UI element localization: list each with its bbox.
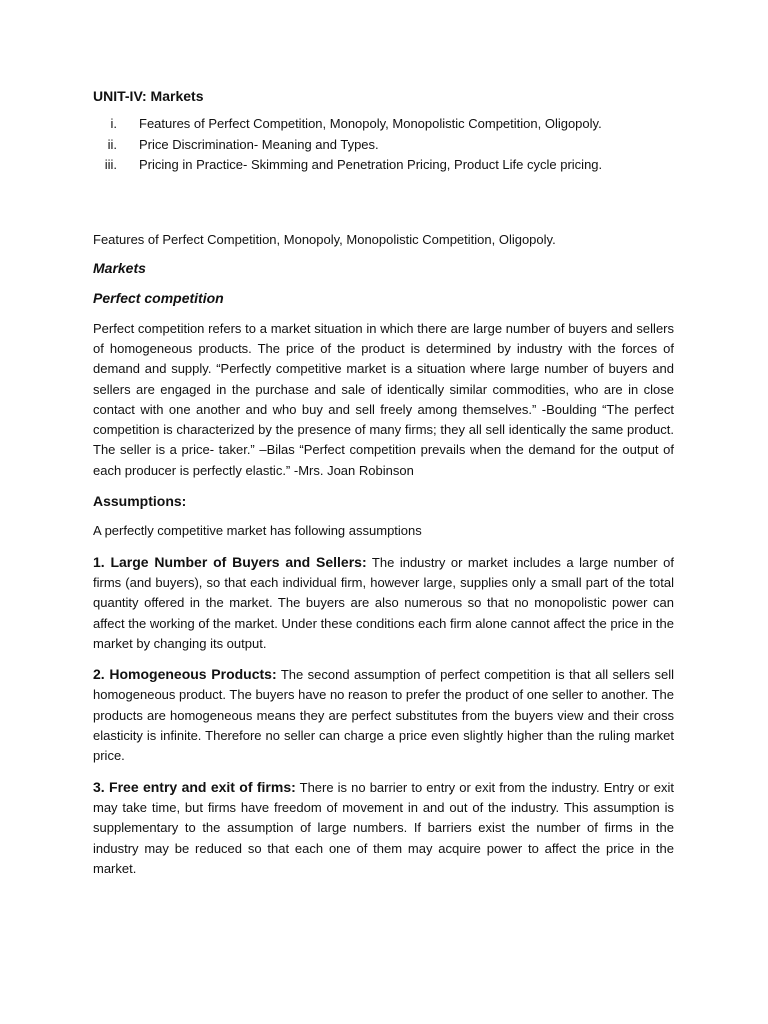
assumption-text: There is no barrier to entry or exit from the industry. Entry or exit may take time, but firms have freedom of movement in and out of the industry. This assumption is supplementary to the assumption of large numbers. If barriers exist the number of firms in the industry may be reduced so that each one of them may acquire power to affect the price in the market. <box>93 779 674 876</box>
topic-item <box>93 114 674 135</box>
assumption-paragraph <box>93 777 674 879</box>
topic-text: Pricing in Practice- Skimming and Penetration Pricing, Product Life cycle pricing. <box>139 157 603 173</box>
assumption-lead: 2. Homogeneous Products: <box>93 666 277 683</box>
assumption-paragraph <box>93 552 674 654</box>
heading-assumptions: Assumptions: <box>93 493 187 510</box>
topic-item <box>93 155 674 176</box>
topic-text: Price Discrimination- Meaning and Types. <box>139 136 379 152</box>
assumptions-intro: A perfectly competitive market has following assumptions <box>93 523 422 539</box>
topic-number: ii. <box>107 136 117 152</box>
assumption-lead: 3. Free entry and exit of firms: <box>93 778 296 795</box>
topic-number: i. <box>110 116 117 132</box>
assumption-paragraph <box>93 664 674 766</box>
heading-markets: Markets <box>93 260 146 277</box>
assumption-lead: 1. Large Number of Buyers and Sellers: <box>93 553 367 570</box>
definition-paragraph: Perfect competition refers to a market situation in which there are large number of buyers and sellers of homogeneous products. The price of the product is determined by industry with the forces of demand and supply. “Perfectly competitive market is a situation where large number of buyers and sellers are engaged in the purchase and sale of identically similar commodities, who are in close contact with one another and who buy and sell freely among themselves.” -Boulding “The perfect competition is characterized by the presence of many firms; they all sell identically the same product. The seller is a price- taker.” –Bilas “Perfect competition prevails when the demand for the output of each producer is perfectly elastic.” -Mrs. Joan Robinson <box>93 320 674 478</box>
section-intro: Features of Perfect Competition, Monopoly, Monopolistic Competition, Oligopoly. <box>93 231 556 247</box>
topic-text: Features of Perfect Competition, Monopoly, Monopolistic Competition, Oligopoly. <box>139 116 602 132</box>
unit-title: UNIT-IV: Markets <box>93 88 204 104</box>
assumption-text: The second assumption of perfect competition is that all sellers sell homogeneous product. The buyers have no reason to prefer the product of one seller to another. The products are homogeneous means they are perfect substitutes from the buyers view and their cross elasticity is infinite. Therefore no seller can charge a price even slightly higher than the ruling market price. <box>93 667 674 764</box>
topic-list <box>93 114 674 176</box>
heading-perfect-competition: Perfect competition <box>93 290 224 307</box>
assumption-text: The industry or market includes a large number of firms (and buyers), so that each individual firm, however large, supplies only a small part of the total quantity offered in the market. The buyers are also numerous so that no monopolistic power can affect the working of the market. Under these conditions each firm alone cannot affect the price in the market by changing its output. <box>93 554 674 651</box>
topic-number: iii. <box>104 157 117 173</box>
topic-item <box>93 135 674 156</box>
document-content <box>93 86 674 879</box>
